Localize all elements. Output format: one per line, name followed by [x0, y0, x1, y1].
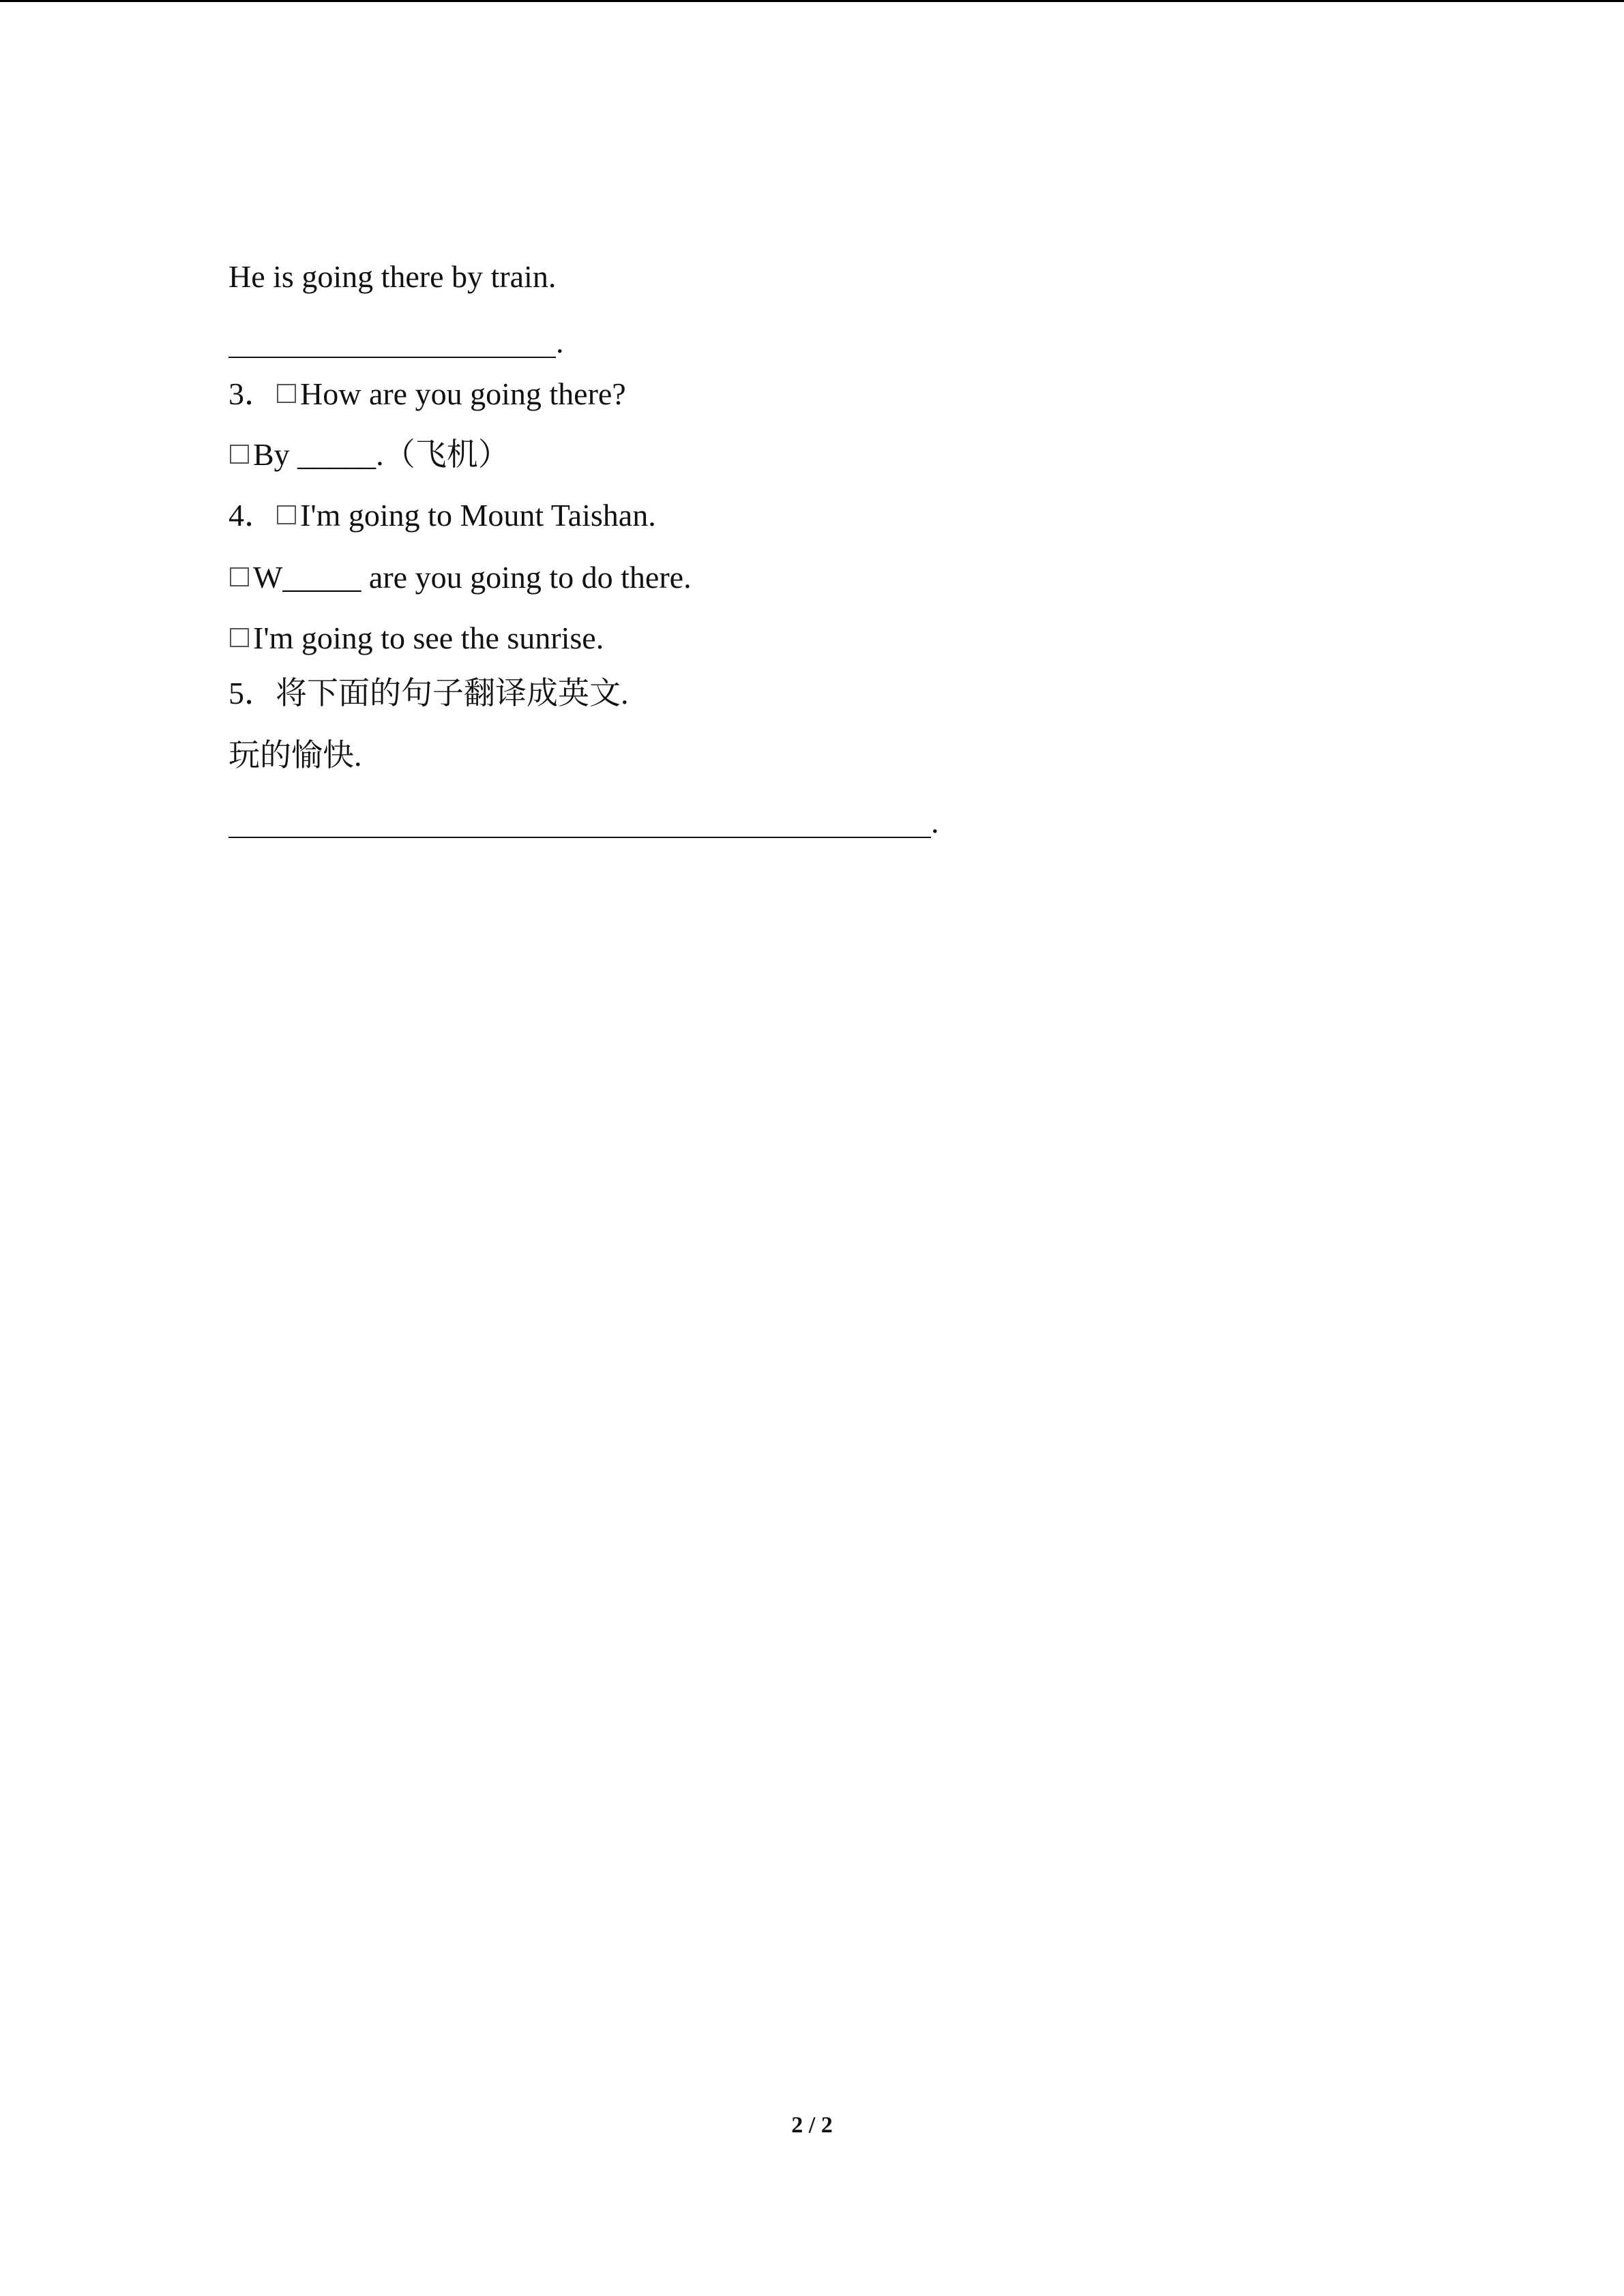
line-end-period: . — [931, 805, 939, 839]
sentence-text: He is going there by train. — [228, 259, 557, 294]
answer-hint: （飞机） — [383, 437, 510, 472]
line-end-period: . — [556, 325, 564, 359]
question-text: I'm going to Mount Taishan. — [300, 498, 656, 533]
page-top-border — [0, 0, 1624, 2]
answer-line-q5 — [213, 765, 939, 841]
page-number: 2 / 2 — [791, 2113, 833, 2138]
question-5-sentence — [213, 698, 362, 775]
answer-text: I'm going to see the sunrise. — [253, 621, 604, 655]
answer-text: W_____ are you going to do there. — [253, 560, 692, 595]
answer-text: By _____. — [253, 437, 384, 472]
question-text: How are you going there? — [300, 376, 626, 411]
question-text: 5．将下面的句子翻译成英文. — [228, 676, 629, 711]
question-number: 3． — [228, 376, 276, 411]
answer-blank[interactable] — [228, 809, 931, 838]
question-number: 4． — [228, 498, 276, 533]
sentence-text: 玩的愉快. — [228, 738, 362, 773]
